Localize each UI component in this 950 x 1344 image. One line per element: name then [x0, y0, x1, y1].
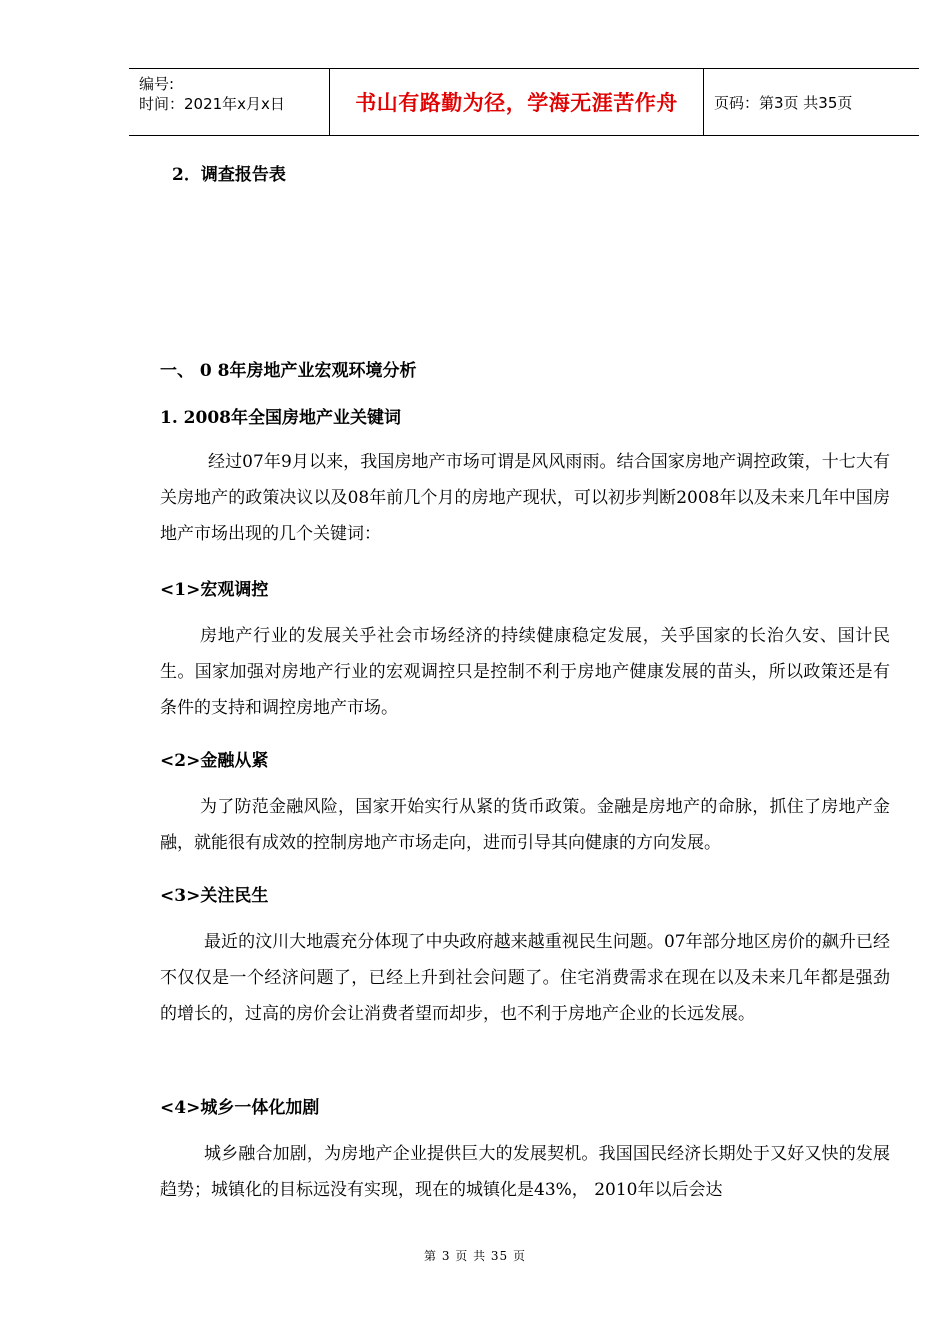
subsection-one-heading: 1. 2008年全国房地产业关键词	[160, 408, 401, 428]
item-body-1: 房地产行业的发展关乎社会市场经济的持续健康稳定发展，关乎国家的长治久安、国计民生。国家加强对房地产行业的宏观调控只是控制不利于房地产健康发展的苗头，所以政策还是有条件的支持和调控房地产市场。	[160, 626, 890, 718]
item-body-3: 最近的汶川大地震充分体现了中央政府越来越重视民生问题。07年部分地区房价的飙升已经不仅仅是一个经济问题了，已经上升到社会问题了。住宅消费需求在现在以及未来几年都是强劲的增长的，过高的房价会让消费者望而却步，也不利于房地产企业的长远发展。	[160, 932, 890, 1024]
item-heading-4: <4>城乡一体化加剧	[160, 1098, 320, 1118]
header-left-cell	[129, 69, 330, 135]
header-page-cell	[704, 69, 919, 135]
header-page-label: 页码：第3页 共35页	[714, 93, 853, 112]
section-one-heading: 一、 0 8年房地产业宏观环境分析	[160, 361, 417, 381]
header-motto: 书山有路勤为径，学海无涯苦作舟	[355, 91, 678, 115]
intro-paragraph: 经过07年9月以来，我国房地产市场可谓是风风雨雨。结合国家房地产调控政策，十七大有关房地产的政策决议以及08年前几个月的房地产现状，可以初步判断2008年以及未来几年中国房地产市场出现的几个关键词：	[160, 452, 890, 544]
section-small-heading: 2．调查报告表	[172, 165, 286, 185]
item-heading-2: <2>金融从紧	[160, 751, 269, 771]
item-heading-1: <1>宏观调控	[160, 580, 269, 600]
item-heading-3: <3>关注民生	[160, 886, 269, 906]
item-body-4: 城乡融合加剧，为房地产企业提供巨大的发展契机。我国国民经济长期处于又好又快的发展趋势；城镇化的目标远没有实现，现在的城镇化是43%， 2010年以后会达	[160, 1144, 890, 1200]
document-number-label: 编号:	[139, 75, 175, 93]
header-motto-cell	[330, 69, 704, 135]
document-header	[129, 68, 919, 136]
page-footer: 第 3 页 共 35 页	[424, 1249, 526, 1263]
item-body-2: 为了防范金融风险，国家开始实行从紧的货币政策。金融是房地产的命脉，抓住了房地产金融，就能很有成效的控制房地产市场走向，进而引导其向健康的方向发展。	[160, 797, 890, 853]
document-time-label: 时间：2021年x月x日	[139, 95, 285, 113]
